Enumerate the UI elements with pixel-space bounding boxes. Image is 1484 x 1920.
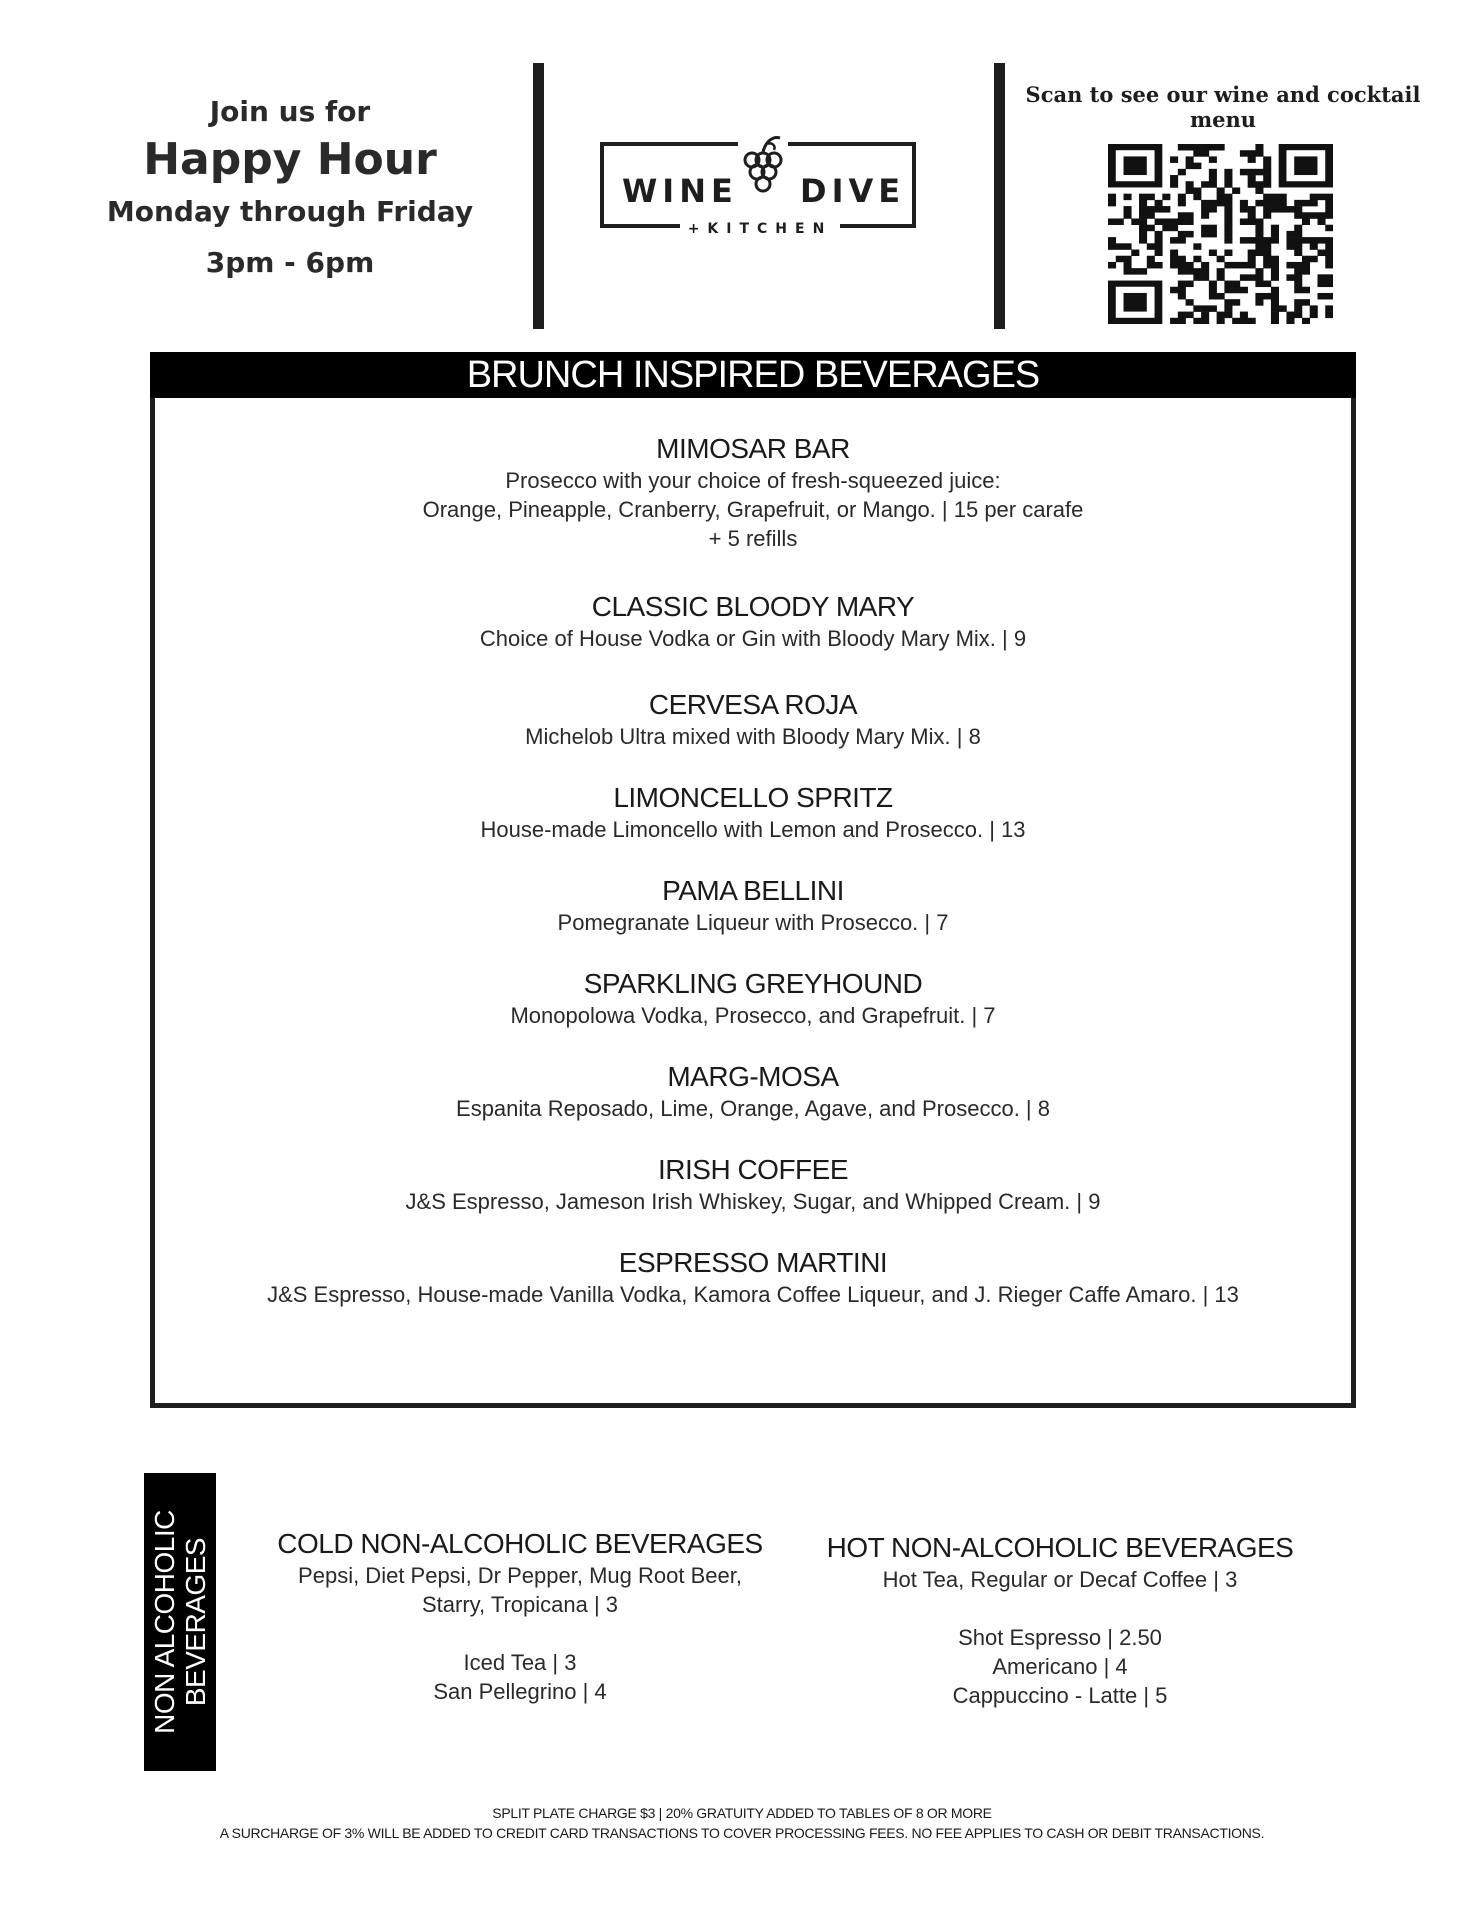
menu-item-name: IRISH COFFEE	[657, 1154, 848, 1185]
menu-item-name: PAMA BELLINI	[662, 875, 844, 906]
happy-hour-time: 3pm - 6pm	[205, 246, 375, 279]
beverage-line: Shot Espresso | 2.50	[958, 1625, 1162, 1650]
menu-item-name: SPARKLING GREYHOUND	[583, 968, 923, 999]
menu-item	[150, 781, 1356, 844]
menu-item-name: MARG-MOSA	[667, 1061, 839, 1092]
beverage-line: Hot Tea, Regular or Decaf Coffee | 3	[882, 1567, 1238, 1592]
menu-item-name: ESPRESSO MARTINI	[618, 1247, 888, 1278]
hot-beverages-section	[810, 1531, 1310, 1710]
brunch-heading: BRUNCH INSPIRED BEVERAGES	[150, 352, 1356, 398]
happy-hour-days: Monday through Friday	[106, 195, 474, 228]
non-alcoholic-tab-label	[144, 1473, 216, 1771]
logo-kitchen-text: +KITCHEN	[680, 221, 840, 237]
menu-item	[150, 874, 1356, 937]
menu-item-description: J&S Espresso, Jameson Irish Whiskey, Sugar, and Whipped Cream. | 9	[405, 1189, 1101, 1214]
menu-item	[150, 1246, 1356, 1309]
join-us-text: Join us for	[209, 95, 371, 128]
logo-dive-text: DIVE	[800, 172, 906, 210]
menu-item	[150, 1060, 1356, 1123]
beverage-line: Pepsi, Diet Pepsi, Dr Pepper, Mug Root Beer,	[298, 1563, 742, 1588]
happy-hour-block	[95, 95, 485, 279]
hot-beverages-title: HOT NON-ALCOHOLIC BEVERAGES	[826, 1532, 1294, 1563]
menu-item-description: Michelob Ultra mixed with Bloody Mary Mix. | 8	[525, 724, 981, 749]
menu-item-name: LIMONCELLO SPRITZ	[613, 782, 893, 813]
footer-surcharge: A SURCHARGE OF 3% WILL BE ADDED TO CREDIT CARD TRANSACTIONS TO COVER PROCESSING FEES. NO FEE APPLIES TO CASH OR DEBIT TRANSACTIONS.	[219, 1825, 1265, 1841]
divider-right	[994, 63, 1005, 329]
menu-item-name: MIMOSAR BAR	[656, 433, 850, 464]
menu-item	[150, 590, 1356, 653]
cold-beverages-section	[270, 1527, 770, 1706]
beverage-line: Americano | 4	[992, 1654, 1128, 1679]
beverage-line	[270, 1619, 770, 1648]
menu-item-description: Prosecco with your choice of fresh-squeezed juice:	[505, 468, 1001, 493]
menu-item-description: + 5 refills	[708, 526, 798, 551]
beverage-line: San Pellegrino | 4	[433, 1679, 607, 1704]
menu-item-description: Pomegranate Liqueur with Prosecco. | 7	[557, 910, 949, 935]
hot-beverages-list	[810, 1565, 1310, 1710]
menu-item-description: House-made Limoncello with Lemon and Prosecco. | 13	[480, 817, 1026, 842]
tab-line-1: NON ALCOHOLIC	[149, 1510, 180, 1734]
menu-item-name: CLASSIC BLOODY MARY	[591, 591, 915, 622]
happy-hour-title: Happy Hour	[143, 134, 437, 185]
cold-beverages-list	[270, 1561, 770, 1706]
menu-item-description: J&S Espresso, House-made Vanilla Vodka, Kamora Coffee Liqueur, and J. Rieger Caffe Amaro. | 13	[267, 1282, 1239, 1307]
grape-logo-icon	[738, 132, 788, 212]
menu-item-description: Choice of House Vodka or Gin with Bloody Mary Mix. | 9	[479, 626, 1027, 651]
beverage-line: Iced Tea | 3	[463, 1650, 577, 1675]
tab-line-2: BEVERAGES	[180, 1537, 211, 1707]
footer-split-charge: SPLIT PLATE CHARGE $3 | 20% GRATUITY ADDED TO TABLES OF 8 OR MORE	[492, 1805, 992, 1821]
menu-item	[150, 432, 1356, 553]
cold-beverages-title: COLD NON-ALCOHOLIC BEVERAGES	[277, 1528, 763, 1559]
menu-item-description: Monopolowa Vodka, Prosecco, and Grapefruit. | 7	[510, 1003, 996, 1028]
menu-item	[150, 688, 1356, 751]
menu-item-name: CERVESA ROJA	[648, 689, 858, 720]
logo-wine-text: WINE	[622, 172, 738, 210]
beverage-line	[810, 1594, 1310, 1623]
scan-instruction: Scan to see our wine and cocktail menu	[1025, 82, 1421, 132]
menu-item-description: Orange, Pineapple, Cranberry, Grapefruit, or Mango. | 15 per carafe	[422, 497, 1084, 522]
beverage-line: Starry, Tropicana | 3	[421, 1592, 619, 1617]
menu-item	[150, 1153, 1356, 1216]
menu-item	[150, 967, 1356, 1030]
beverage-line: Cappuccino - Latte | 5	[952, 1683, 1168, 1708]
menu-item-description: Espanita Reposado, Lime, Orange, Agave, and Prosecco. | 8	[456, 1096, 1050, 1121]
qr-code[interactable]	[1108, 144, 1333, 324]
divider-left	[533, 63, 544, 329]
